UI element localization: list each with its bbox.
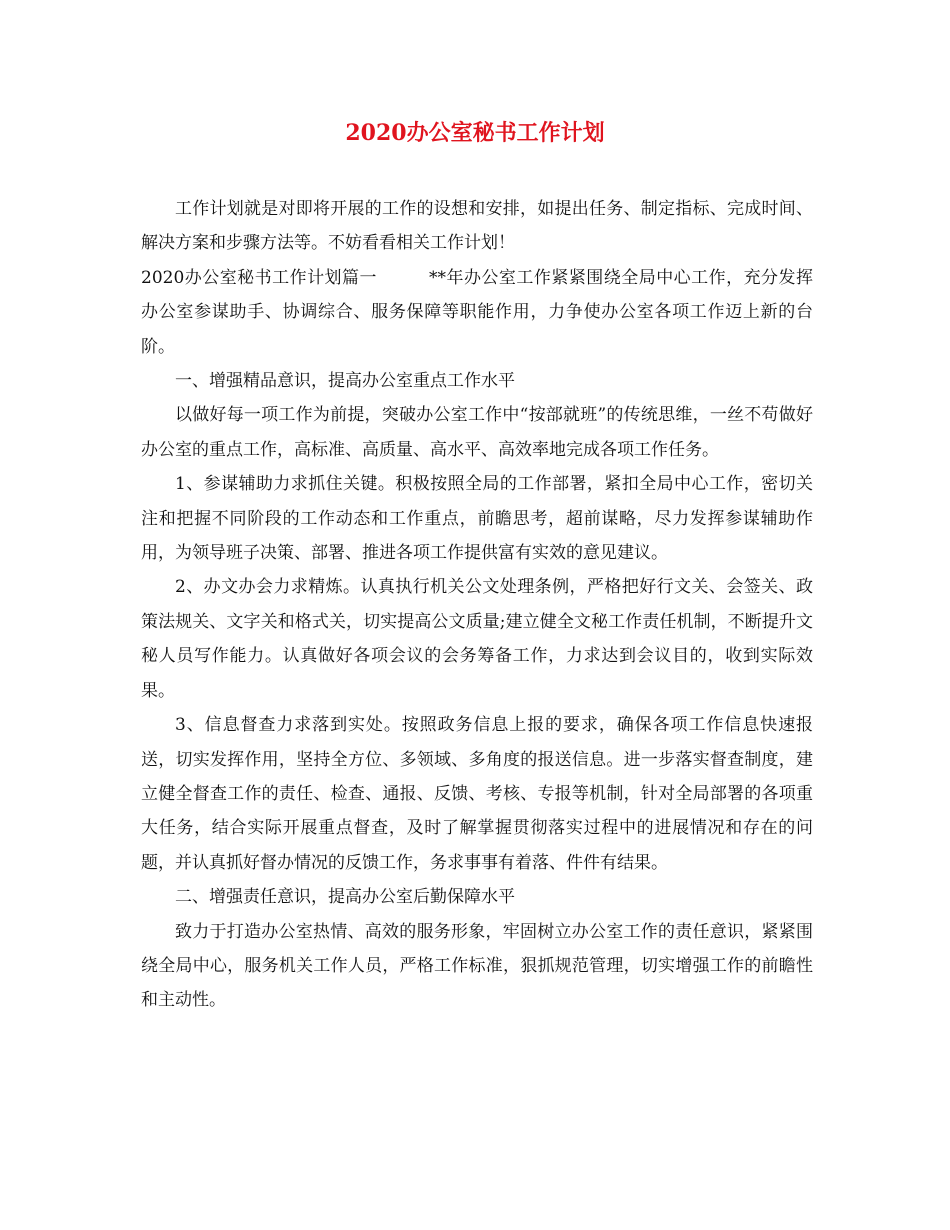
paragraph-1: 以做好每一项工作为前提，突破办公室工作中“按部就班”的传统思维，一丝不苟做好办公室的重点工作，高标准、高质量、高水平、高效率地完成各项工作任务。 xyxy=(141,405,813,460)
paragraph-2: 致力于打造办公室热情、高效的服务形象，牢固树立办公室工作的责任意识，紧紧围绕全局中心，服务机关工作人员，严格工作标准，狠抓规范管理，切实增强工作的前瞻性和主动性。 xyxy=(141,921,813,1011)
section-lead-text: **年办公室工作紧紧围绕全局中心工作，充分发挥办公室参谋助手、协调综合、服务保障等职能作用，力争使办公室各项工作迈上新的台阶。 xyxy=(141,267,814,357)
item-2: 2、办文办会力求精炼。认真执行机关公文处理条例，严格把好行文关、会签关、政策法规关、文字关和格式关，切实提高公文质量;建立健全文秘工作责任机制，不断提升文秘人员写作能力。认真做好各项会议的会务筹备工作，力求达到会议目的，收到实际效果。 xyxy=(141,577,813,701)
intro-paragraph: 工作计划就是对即将开展的工作的设想和安排，如提出任务、制定指标、完成时间、解决方案和步骤方法等。不妨看看相关工作计划！ xyxy=(141,199,813,254)
item-1: 1、参谋辅助力求抓住关键。积极按照全局的工作部署，紧扣全局中心工作，密切关注和把握不同阶段的工作动态和工作重点，前瞻思考，超前谋略，尽力发挥参谋辅助作用，为领导班子决策、部署、推进各项工作提供富有实效的意见建议。 xyxy=(141,474,813,564)
section-lead-label: 2020办公室秘书工作计划篇一 xyxy=(141,267,377,288)
document-body xyxy=(141,192,813,1018)
heading-2: 二、增强责任意识，提高办公室后勤保障水平 xyxy=(175,887,515,908)
heading-1: 一、增强精品意识，提高办公室重点工作水平 xyxy=(175,371,515,392)
section-lead-paragraph xyxy=(141,261,813,364)
document-title: 2020办公室秘书工作计划 xyxy=(345,120,605,146)
item-3: 3、信息督查力求落到实处。按照政务信息上报的要求，确保各项工作信息快速报送，切实发挥作用，坚持全方位、多领域、多角度的报送信息。进一步落实督查制度，建立健全督查工作的责任、检查、通报、反馈、考核、专报等机制，针对全局部署的各项重大任务，结合实际开展重点督查，及时了解掌握贯彻落实过程中的进展情况和存在的问题，并认真抓好督办情况的反馈工作，务求事事有着落、件件有结果。 xyxy=(141,715,813,873)
